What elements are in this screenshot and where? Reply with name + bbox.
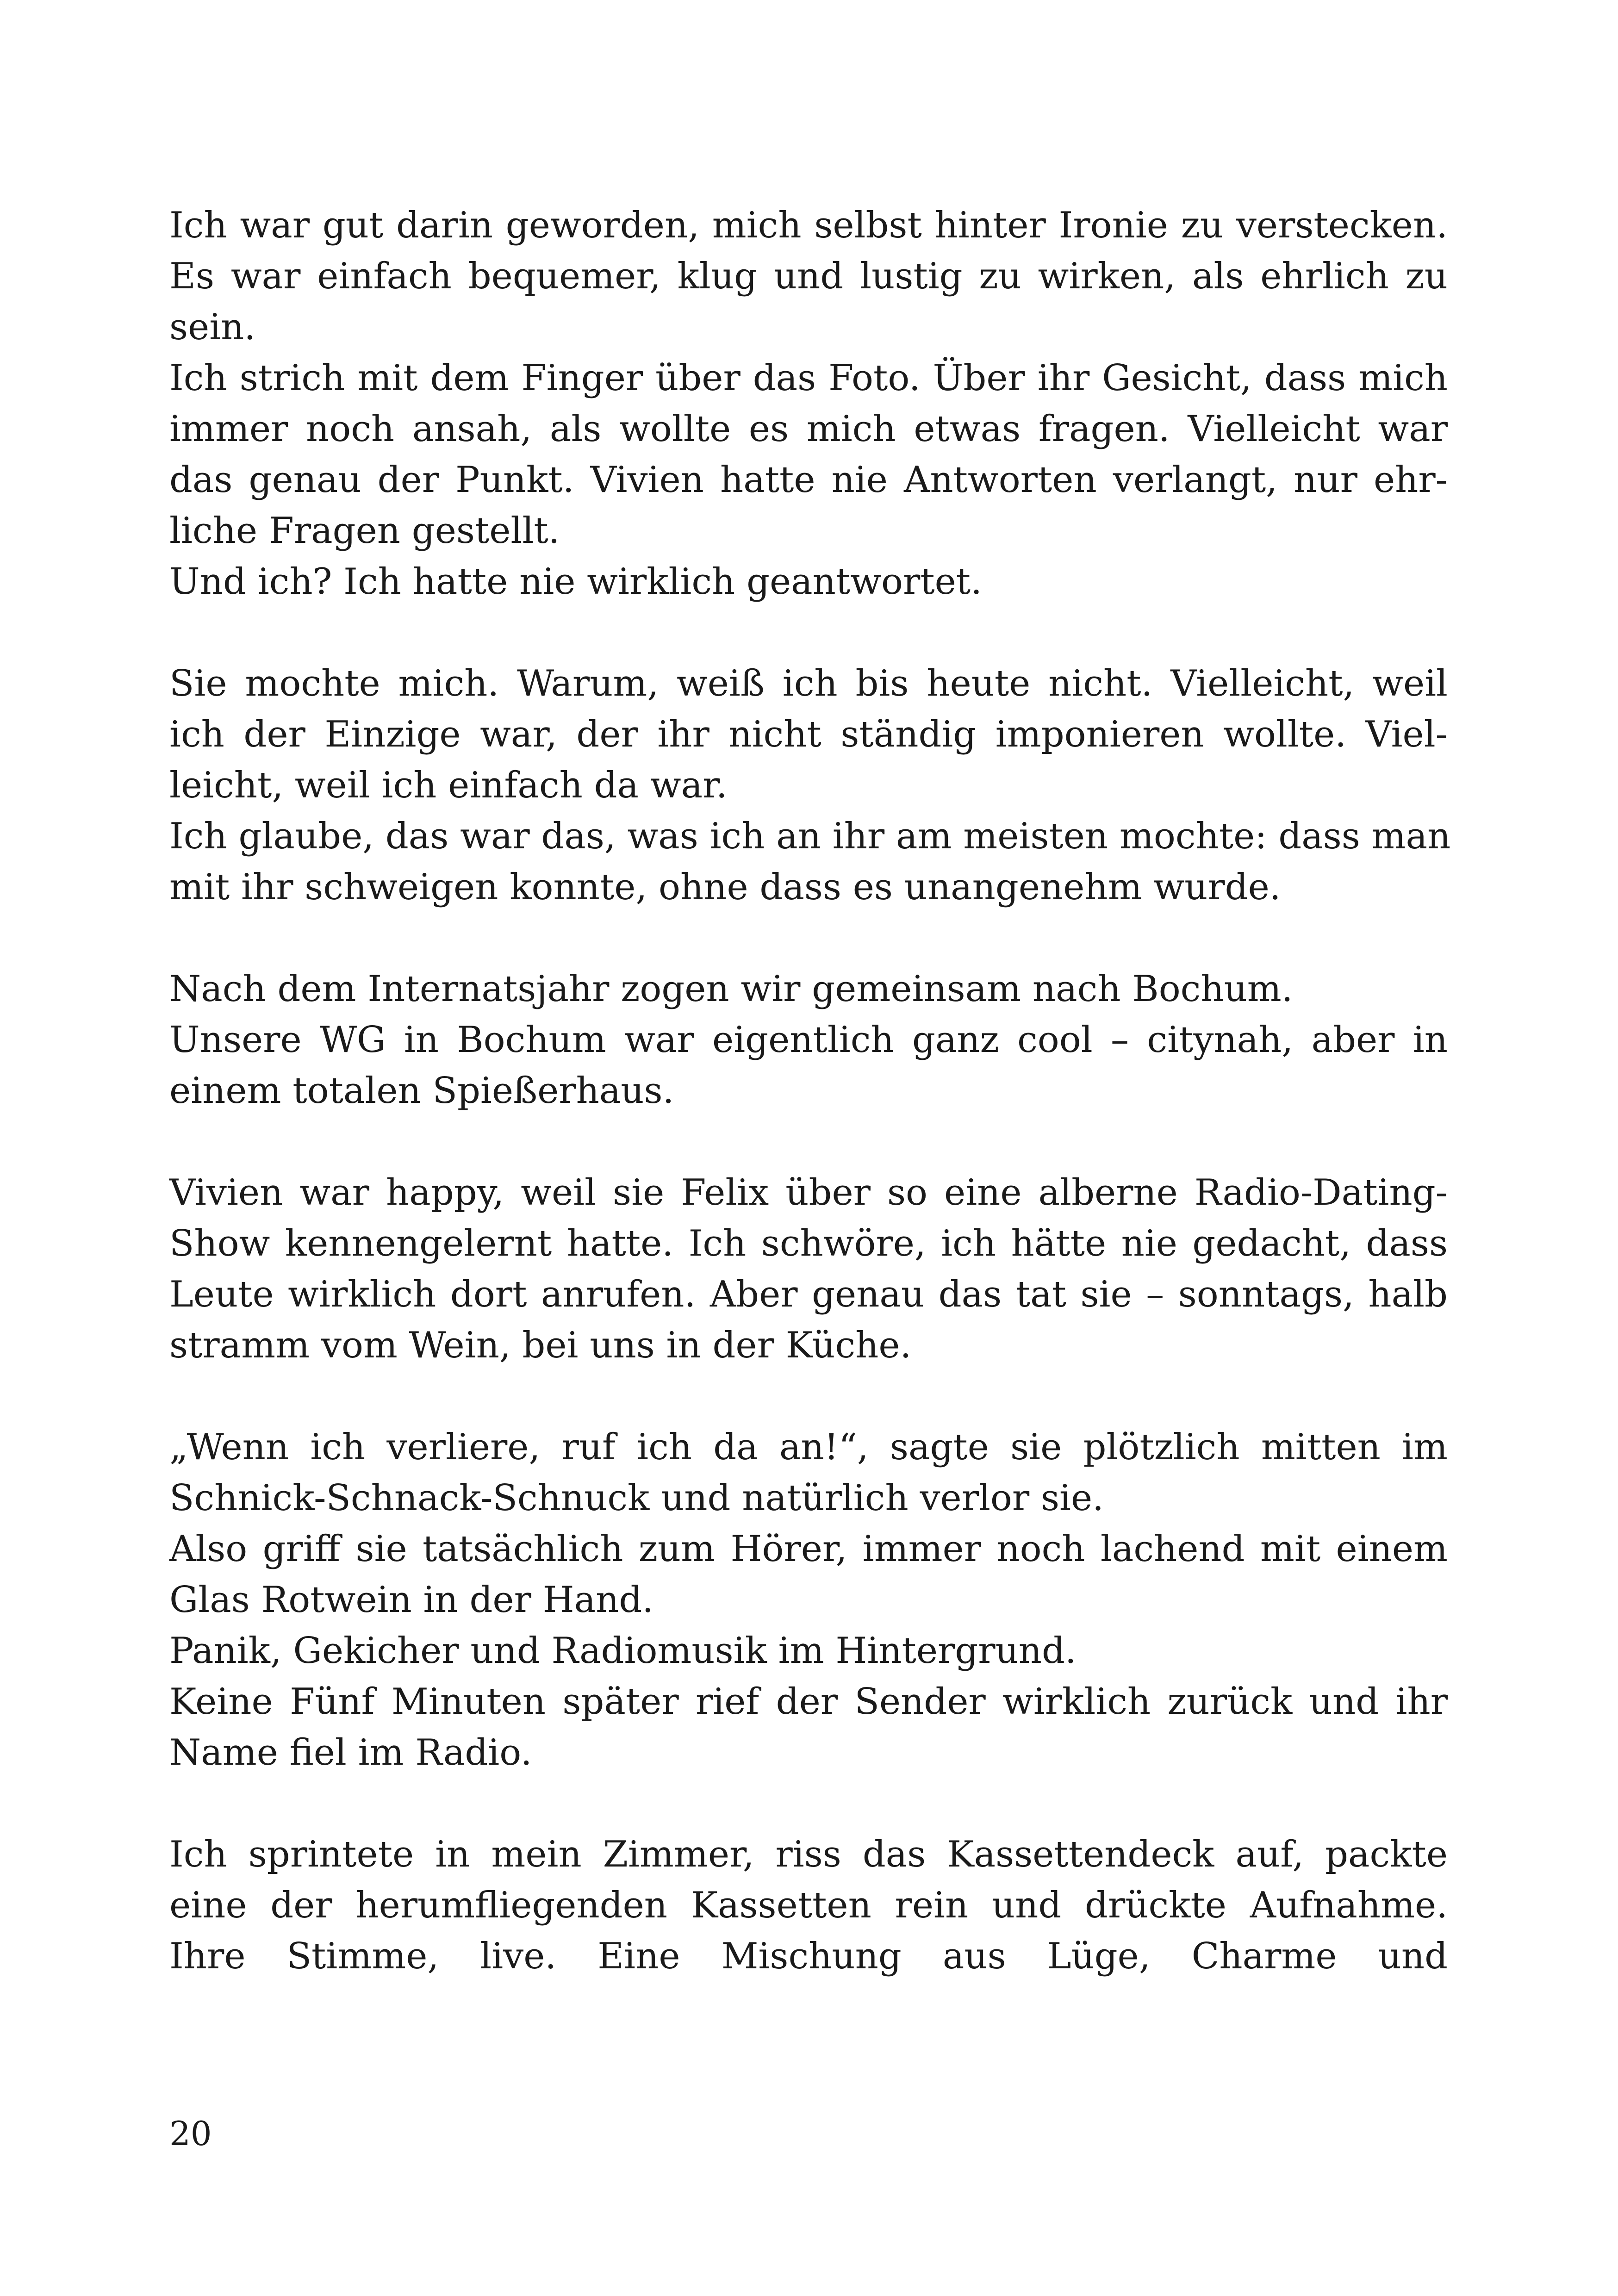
text-line: Ich war gut darin geworden, mich selbst hinter Ironie zu verstecken. xyxy=(169,205,1448,246)
text-line: Und ich? Ich hatte nie wirklich geantwortet. xyxy=(169,561,982,603)
text-line: Nach dem Internatsjahr zogen wir gemeinsam nach Bochum. xyxy=(169,968,1293,1010)
text-line: Glas Rotwein in der Hand. xyxy=(169,1579,654,1621)
text-line: sein. xyxy=(169,306,256,348)
text-line: Also griff sie tatsächlich zum Hörer, immer noch lachend mit einem xyxy=(169,1528,1448,1570)
paragraph-gap xyxy=(169,1778,1448,1829)
paragraph xyxy=(169,964,1448,1116)
body-text xyxy=(169,200,1451,1982)
text-line: liche Fragen gestellt. xyxy=(169,510,560,552)
text-line: Ich sprintete in mein Zimmer, riss das Kassettendeck auf, packte xyxy=(169,1834,1448,1875)
text-line: mit ihr schweigen konnte, ohne dass es unangenehm wurde. xyxy=(169,866,1281,908)
text-line: immer noch ansah, als wollte es mich etwas fragen. Vielleicht war xyxy=(169,408,1448,450)
paragraph-gap xyxy=(169,913,1448,964)
page-number: 20 xyxy=(169,2114,212,2153)
text-line: ich der Einzige war, der ihr nicht ständig imponieren wollte. Viel- xyxy=(169,714,1448,755)
text-line: Unsere WG in Bochum war eigentlich ganz cool – citynah, aber in xyxy=(169,1019,1448,1061)
text-line: Leute wirklich dort anrufen. Aber genau das tat sie – sonntags, halb xyxy=(169,1274,1448,1315)
text-line: „Wenn ich verliere, ruf ich da an!“, sagte sie plötzlich mitten im xyxy=(169,1426,1448,1468)
text-line: Ihre Stimme, live. Eine Mischung aus Lüge, Charme und xyxy=(169,1935,1448,1977)
text-line: Vivien war happy, weil sie Felix über so eine alberne Radio-Dating- xyxy=(169,1172,1448,1213)
text-line: Ich strich mit dem Finger über das Foto. Über ihr Gesicht, dass mich xyxy=(169,357,1448,399)
text-line: Schnick-Schnack-Schnuck und natürlich verlor sie. xyxy=(169,1477,1104,1519)
text-line: Es war einfach bequemer, klug und lustig zu wirken, als ehrlich zu xyxy=(169,255,1448,297)
paragraph-gap xyxy=(169,1116,1448,1167)
text-line: Keine Fünf Minuten später rief der Sender wirklich zurück und ihr xyxy=(169,1681,1448,1723)
paragraph xyxy=(169,1829,1448,1982)
paragraph xyxy=(169,1167,1448,1371)
paragraph-gap xyxy=(169,607,1448,658)
text-line: das genau der Punkt. Vivien hatte nie Antworten verlangt, nur ehr- xyxy=(169,459,1448,501)
paragraph xyxy=(169,200,1448,607)
paragraph xyxy=(169,1422,1448,1778)
text-line: stramm vom Wein, bei uns in der Küche. xyxy=(169,1325,912,1366)
text-line: Show kennengelernt hatte. Ich schwöre, ich hätte nie gedacht, dass xyxy=(169,1223,1448,1264)
text-line: eine der herumfliegenden Kassetten rein und drückte Aufnahme. xyxy=(169,1885,1448,1926)
paragraph-gap xyxy=(169,1371,1448,1422)
text-line: leicht, weil ich einfach da war. xyxy=(169,765,728,806)
paragraph xyxy=(169,658,1451,913)
text-line: Name fiel im Radio. xyxy=(169,1732,532,1773)
text-line: Ich glaube, das war das, was ich an ihr am meisten mochte: dass man xyxy=(169,815,1451,857)
text-line: einem totalen Spießerhaus. xyxy=(169,1070,674,1112)
text-line: Sie mochte mich. Warum, weiß ich bis heute nicht. Vielleicht, weil xyxy=(169,663,1448,704)
text-line: Panik, Gekicher und Radiomusik im Hintergrund. xyxy=(169,1630,1077,1672)
